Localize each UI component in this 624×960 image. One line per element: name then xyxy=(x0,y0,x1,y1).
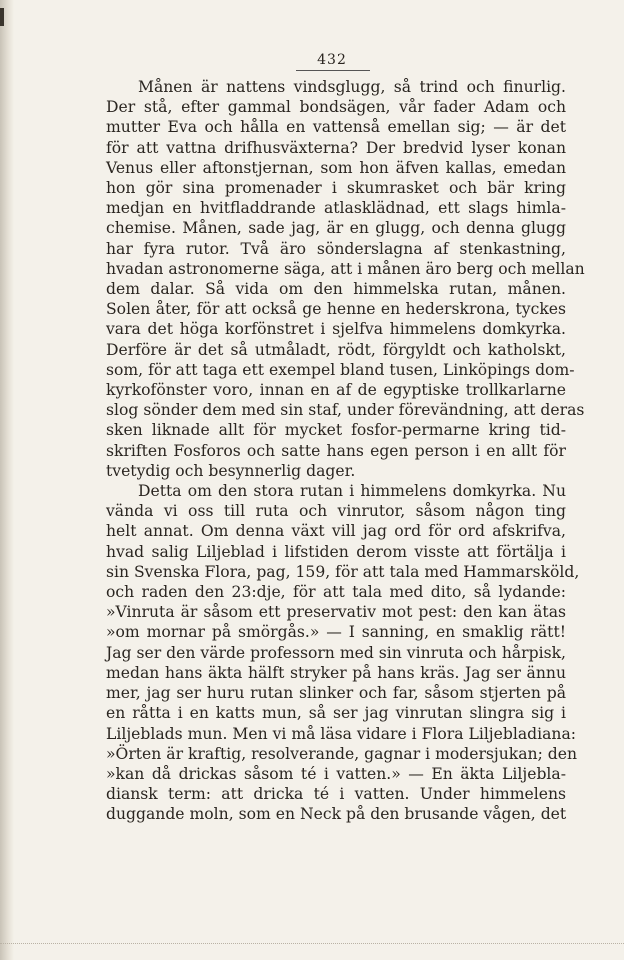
text-line: vända vi oss till ruta och vinrutor, såsom någon ting xyxy=(106,502,566,521)
page-edge xyxy=(0,0,14,960)
text-line: och raden den 23:dje, för att tala med dito, så lydande: xyxy=(106,583,566,602)
page-number: 432 xyxy=(317,52,347,68)
text-line: som, för att taga ett exempel bland tusen, Linköpings dom- xyxy=(106,360,575,379)
text-line: medan hans äkta hälft stryker på hans kräs. Jag ser ännu xyxy=(106,663,566,682)
page-number-rule xyxy=(296,70,370,71)
text-line: hvadan astronomerne säga, att i månen äro berg och mellan xyxy=(106,259,585,278)
text-line: hon gör sina promenader i skumrasket och bär kring xyxy=(106,179,566,198)
text-line: »om mornar på smörgås.» — I sanning, en smaklig rätt! xyxy=(106,623,566,642)
text-line: för att vattna drifhusväxterna? Der bredvid lyser konan xyxy=(106,138,566,157)
text-line: Jag ser den värde professorn med sin vinruta och hårpisk, xyxy=(106,643,566,662)
text-line: Liljeblads mun. Men vi må läsa vidare i Flora Liljebladiana: xyxy=(106,724,576,743)
text-line: Månen är nattens vindsglugg, så trind och finurlig. xyxy=(138,78,566,96)
text-line: en råtta i en katts mun, så ser jag vinrutan slingra sig i xyxy=(106,704,566,723)
text-line: dem dalar. Så vida om den himmelska rutan, månen. xyxy=(106,280,566,299)
text-line: hvad salig Liljeblad i lifstiden derom visste att förtälja i xyxy=(106,542,566,561)
text-line: Detta om den stora rutan i himmelens domkyrka. Nu xyxy=(138,482,566,501)
text-line: kyrkofönster voro, innan en af de egyptiske trollkarlarne xyxy=(106,381,566,400)
text-line: »kan då drickas såsom té i vatten.» — En äkta Liljebla- xyxy=(106,764,566,783)
body-text xyxy=(106,77,585,825)
text-line: duggande moln, som en Neck på den brusande vågen, det xyxy=(106,805,567,824)
text-line: »Vinruta är såsom ett preservativ mot pest: den kan ätas xyxy=(106,603,566,622)
text-line: diansk term: att dricka té i vatten. Under himmelens xyxy=(106,785,566,804)
text-line: tvetydig och besynnerlig dager. xyxy=(106,461,356,480)
text-line: medjan en hvitfladdrande atlasklädnad, ett slags himla- xyxy=(106,199,566,218)
text-line: Venus eller aftonstjernan, som hon äfven kallas, emedan xyxy=(106,158,566,177)
binding-mark xyxy=(0,8,4,26)
text-line: Der stå, efter gammal bondsägen, vår fader Adam och xyxy=(106,98,566,117)
text-line: mer, jag ser huru rutan slinker och far, såsom stjerten på xyxy=(106,684,566,703)
bottom-rule xyxy=(0,943,624,944)
text-line: sin Svenska Flora, pag, 159, för att tala med Hammarsköld, xyxy=(106,562,580,581)
text-line: helt annat. Om denna växt vill jag ord för ord afskrifva, xyxy=(106,522,566,541)
text-line: Derföre är det så utmåladt, rödt, förgyldt och katholskt, xyxy=(106,340,566,359)
text-line: vara det höga korfönstret i sjelfva himmelens domkyrka. xyxy=(106,320,566,339)
text-line: chemise. Månen, sade jag, är en glugg, och denna glugg xyxy=(106,219,566,238)
text-line: har fyra rutor. Två äro sönderslagna af stenkastning, xyxy=(106,239,566,258)
text-line: sken liknade allt för mycket fosfor-permarne kring tid- xyxy=(106,421,566,440)
text-line: skriften Fosforos och satte hans egen person i en allt för xyxy=(106,441,566,460)
text-line: »Örten är kraftig, resolverande, gagnar i modersjukan; den xyxy=(106,744,578,763)
text-line: mutter Eva och hålla en vattenså emellan sig; — är det xyxy=(106,118,566,137)
text-line: Solen åter, för att också ge henne en hederskrona, tyckes xyxy=(106,300,566,319)
text-line: slog sönder dem med sin staf, under förevändning, att deras xyxy=(106,401,585,420)
